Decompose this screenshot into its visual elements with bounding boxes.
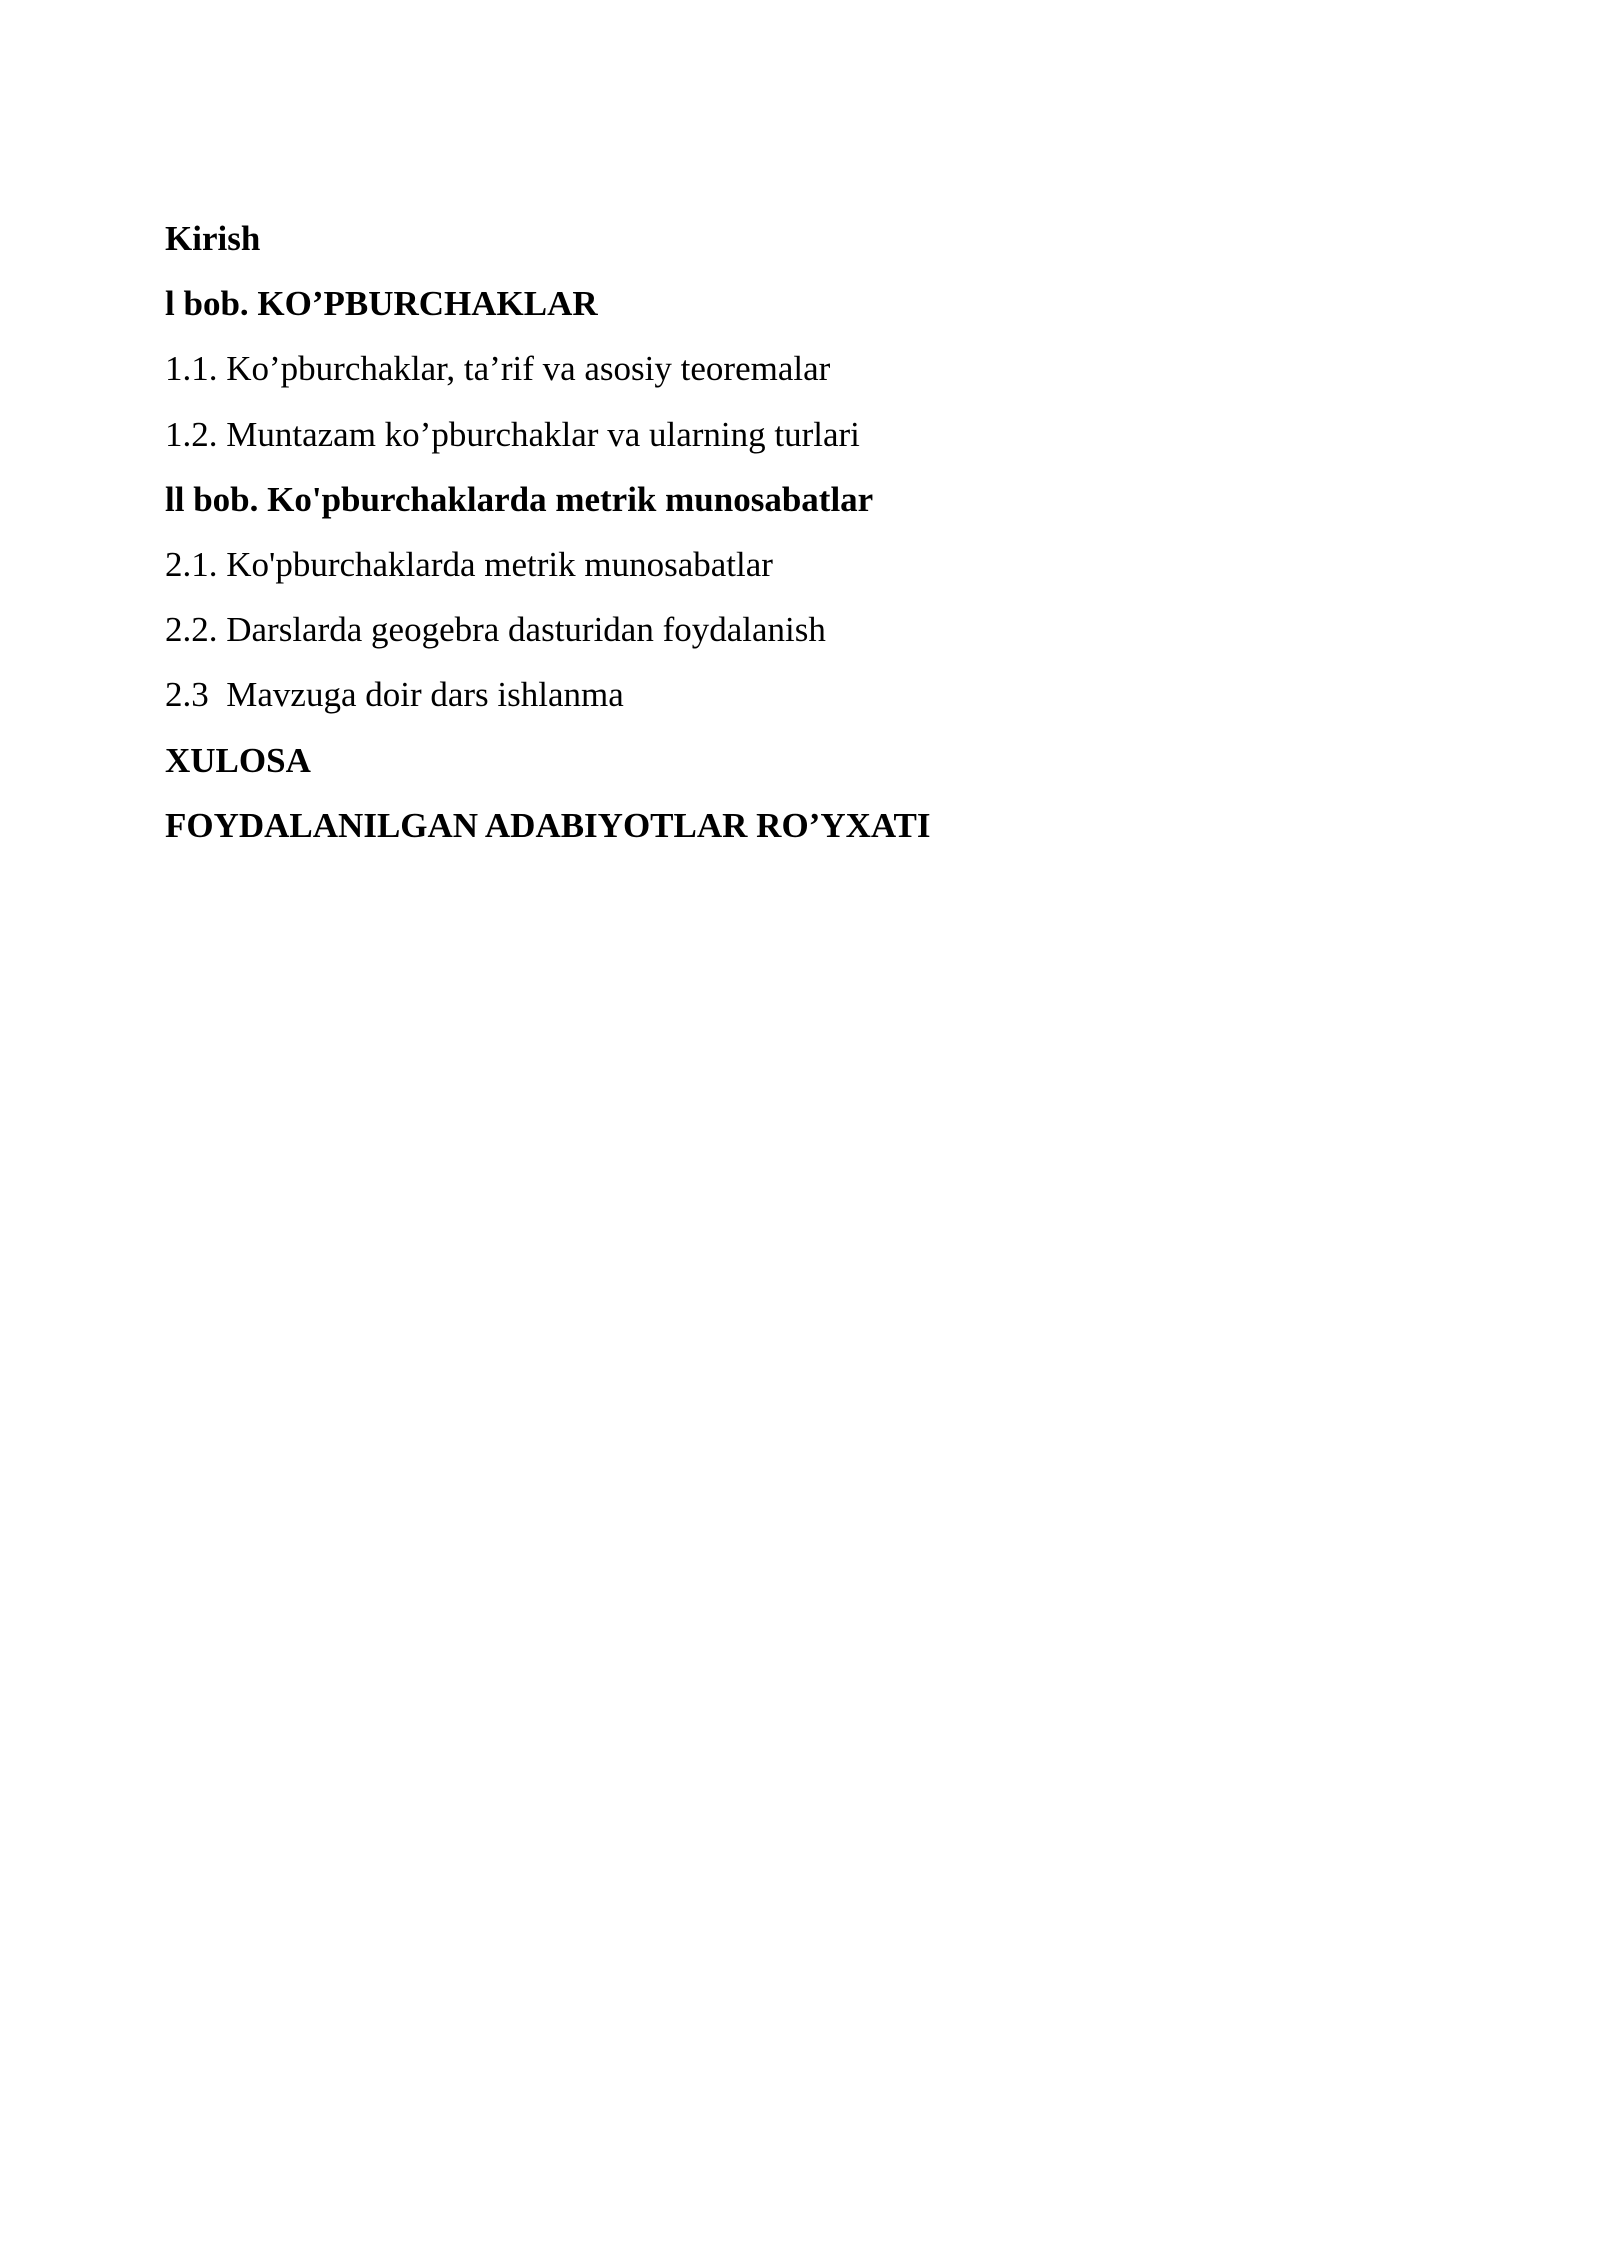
toc-heading-introduction: Kirish bbox=[165, 219, 261, 258]
toc-section-2-2: 2.2. Darslarda geogebra dasturidan foydalanish bbox=[165, 610, 826, 650]
toc-heading-references: FOYDALANILGAN ADABIYOTLAR RO’YXATI bbox=[165, 805, 931, 845]
toc-section-2-3: 2.3 Mavzuga doir dars ishlanma bbox=[165, 675, 624, 715]
toc-chapter-2: ll bob. Ko'pburchaklarda metrik munosabatlar bbox=[165, 479, 874, 519]
toc-heading-conclusion: XULOSA bbox=[165, 740, 311, 780]
toc-section-2-1: 2.1. Ko'pburchaklarda metrik munosabatlar bbox=[165, 544, 773, 584]
table-of-contents bbox=[165, 206, 1425, 858]
toc-section-1-1: 1.1. Ko’pburchaklar, ta’rif va asosiy teoremalar bbox=[165, 349, 831, 389]
toc-section-1-2: 1.2. Muntazam ko’pburchaklar va ularning turlari bbox=[165, 414, 860, 454]
toc-chapter-1: l bob. KO’PBURCHAKLAR bbox=[165, 284, 598, 324]
